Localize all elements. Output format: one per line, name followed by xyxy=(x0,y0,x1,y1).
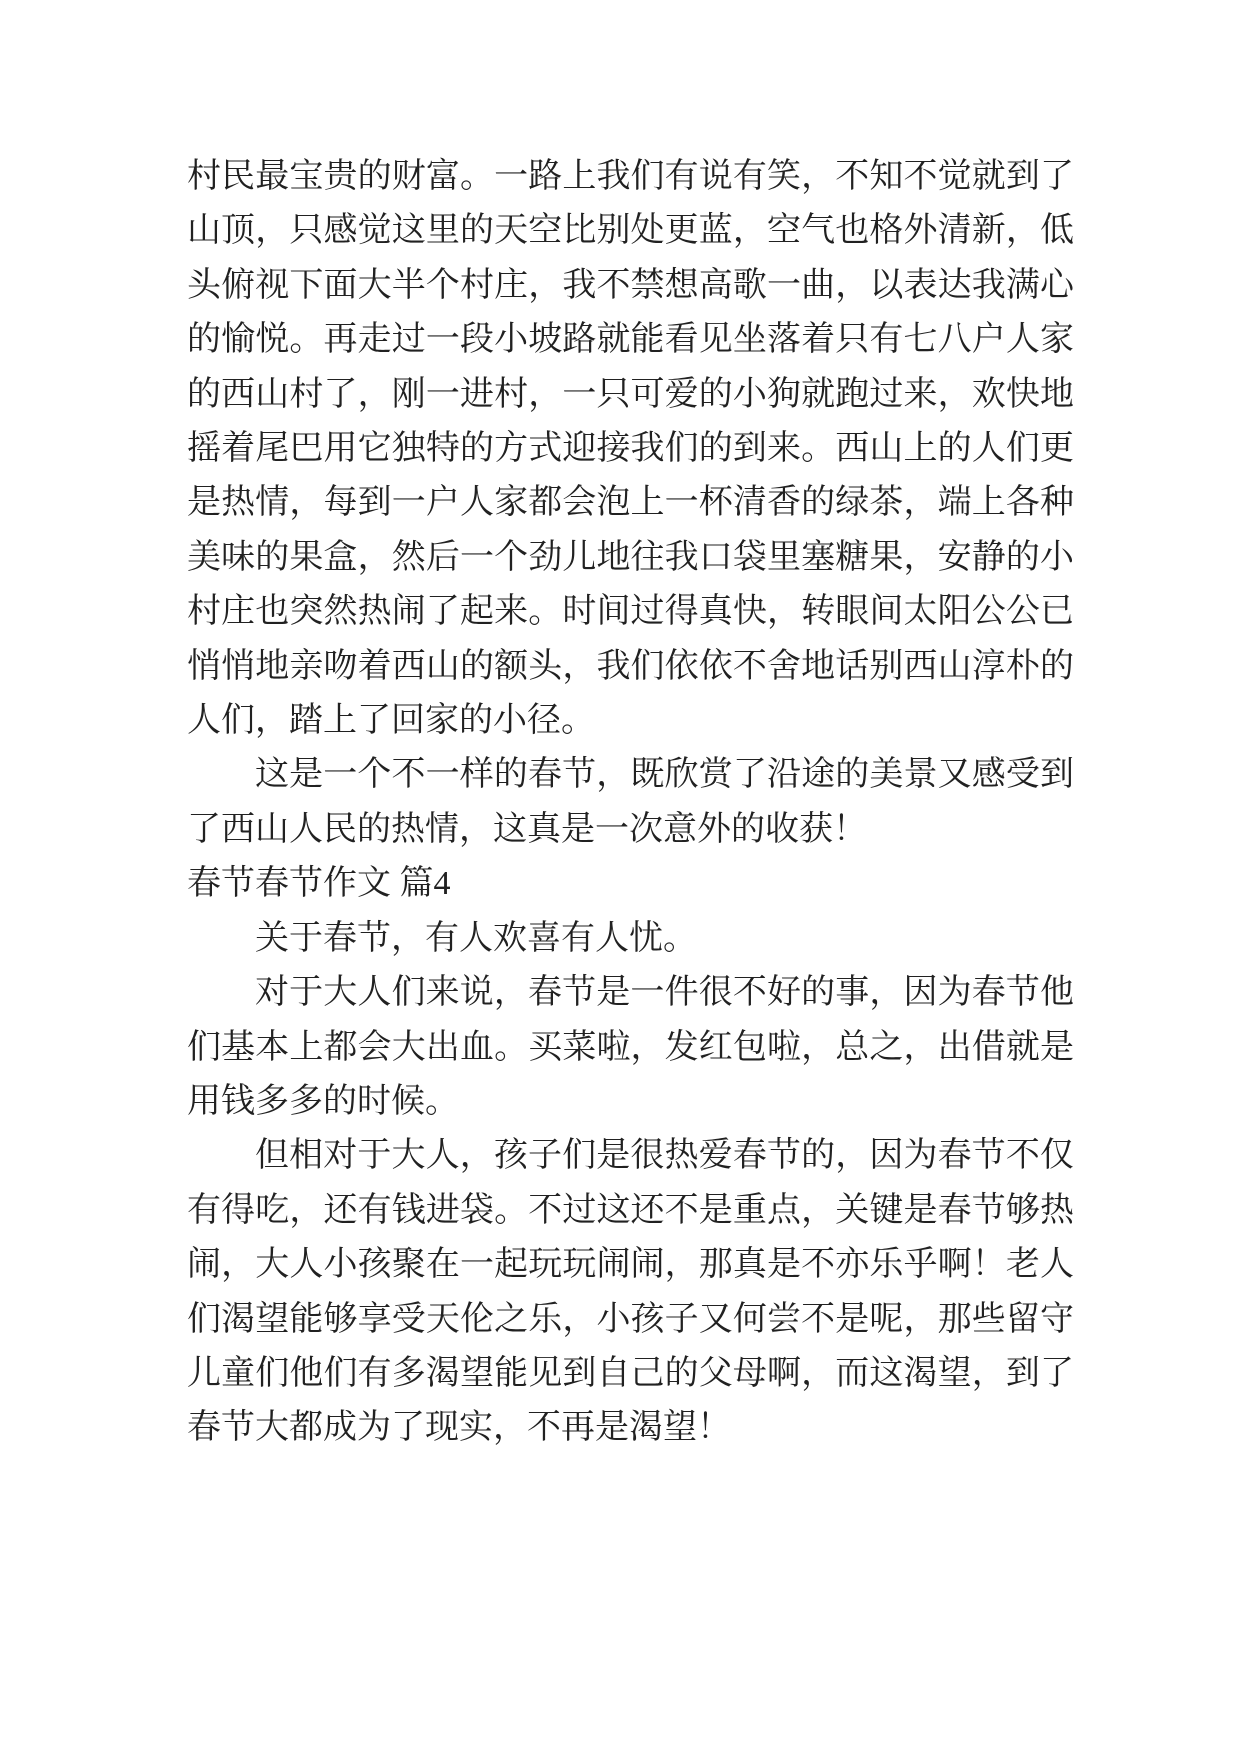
essay-section-heading: 春节春节作文 篇4 xyxy=(187,865,451,903)
essay-paragraph: 但相对于大人，孩子们是很热爱春节的，因为春节不仅有得吃，还有钱进袋。不过这还不是重点，关键是春节够热闹，大人小孩聚在一起玩玩闹闹，那真是不亦乐乎啊！老人们渴望能够享受天伦之乐，小孩子又何尝不是呢，那些留守儿童们他们有多渴望能见到自己的父母啊，而这渴望，到了春节大都成为了现实，不再是渴望！ xyxy=(187,1137,1074,1447)
essay-paragraph: 对于大人们来说，春节是一件很不好的事，因为春节他们基本上都会大出血。买菜啦，发红包啦，总之，出借就是用钱多多的时候。 xyxy=(187,974,1074,1120)
essay-paragraph: 关于春节，有人欢喜有人忧。 xyxy=(255,919,697,957)
essay-paragraph: 这是一个不一样的春节，既欣赏了沿途的美景又感受到了西山人民的热情，这真是一次意外的收获！ xyxy=(187,756,1074,848)
essay-paragraph-continuation: 村民最宝贵的财富。一路上我们有说有笑，不知不觉就到了山顶，只感觉这里的天空比别处更蓝，空气也格外清新，低头俯视下面大半个村庄，我不禁想高歌一曲，以表达我满心的愉悦。再走过一段小坡路就能看见坐落着只有七八户人家的西山村了，刚一进村，一只可爱的小狗就跑过来，欢快地摇着尾巴用它独特的方式迎接我们的到来。西山上的人们更是热情，每到一户人家都会泡上一杯清香的绿茶，端上各种美味的果盒，然后一个劲儿地往我口袋里塞糖果，安静的小村庄也突然热闹了起来。时间过得真快，转眼间太阳公公已悄悄地亲吻着西山的额头，我们依依不舍地话别西山淳朴的人们，踏上了回家的小径。 xyxy=(187,158,1074,740)
essay-content xyxy=(187,150,1074,1456)
